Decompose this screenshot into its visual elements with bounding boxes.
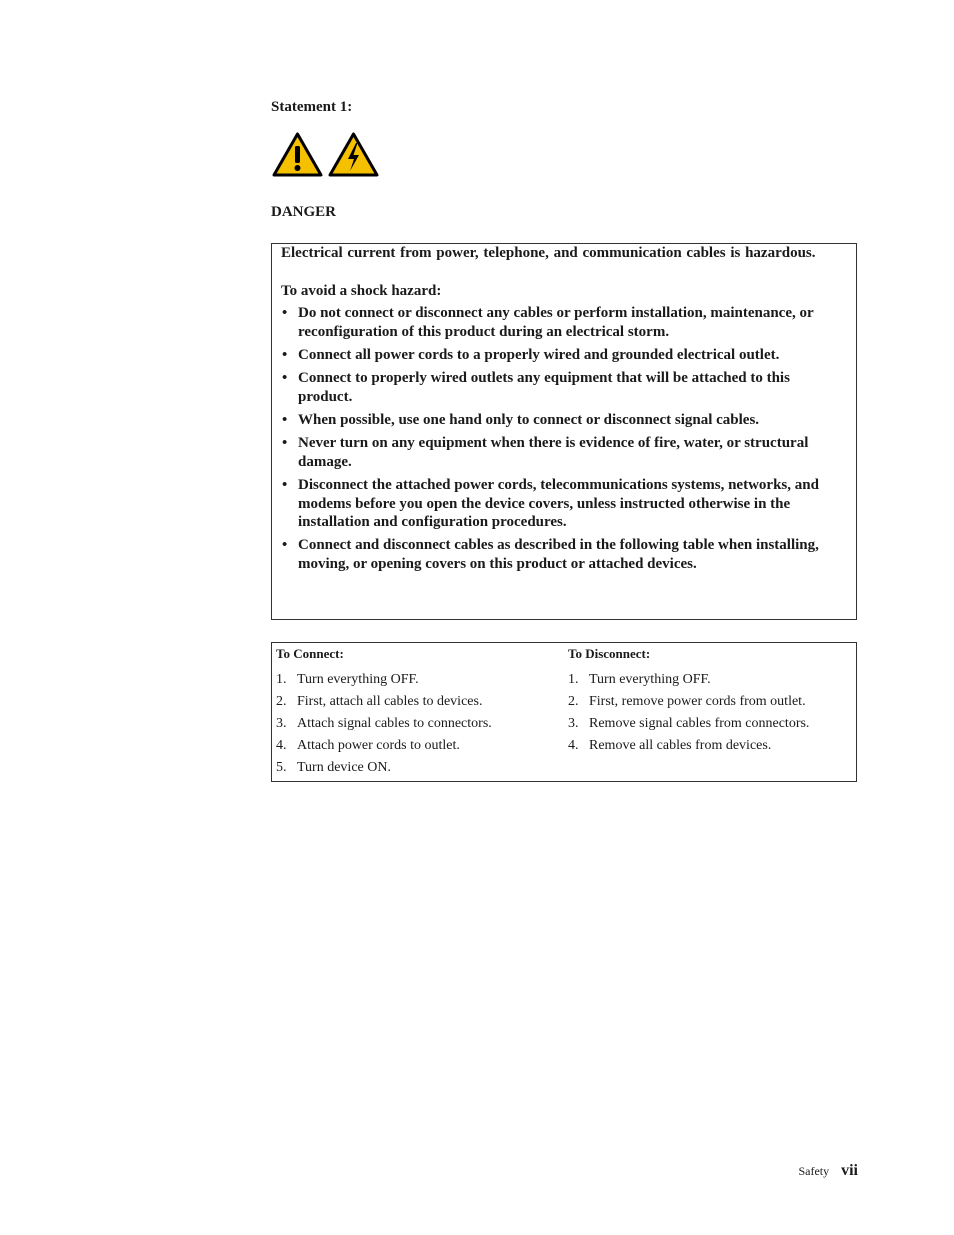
step-number: 3. xyxy=(276,716,287,731)
disconnect-steps xyxy=(568,672,856,760)
safety-bullet-item xyxy=(281,536,844,573)
safety-bullet-item xyxy=(281,369,844,406)
connect-steps xyxy=(276,672,564,782)
step-text: Remove all cables from devices. xyxy=(589,738,772,753)
page-number: vii xyxy=(841,1162,858,1179)
safety-bullet-text: Disconnect the attached power cords, telecommunications systems, networks, and modems before you open the device covers, unless instructed otherwise in the installation and configuration procedures. xyxy=(298,476,819,531)
step-text: Remove signal cables from connectors. xyxy=(589,716,810,731)
step-number: 2. xyxy=(276,694,287,709)
connect-step xyxy=(276,716,564,738)
disconnect-step xyxy=(568,716,856,738)
disconnect-step xyxy=(568,694,856,716)
connect-step xyxy=(276,760,564,782)
safety-bullet-text: Connect and disconnect cables as described in the following table when installing, moving, or opening covers on this product or attached devices. xyxy=(298,537,819,572)
connect-header: To Connect: xyxy=(276,646,344,661)
safety-bullet-list xyxy=(281,304,844,573)
safety-bullet-item xyxy=(281,476,844,532)
disconnect-column xyxy=(564,643,856,781)
bullet-glyph: • xyxy=(282,305,288,322)
safety-bullet-text: Do not connect or disconnect any cables or perform installation, maintenance, or reconfiguration of this product during an electrical storm. xyxy=(298,305,814,340)
hazard-icons xyxy=(272,132,379,177)
safety-bullet-item xyxy=(281,434,844,471)
disconnect-step xyxy=(568,738,856,760)
footer-section-name: Safety xyxy=(798,1164,830,1178)
step-number: 3. xyxy=(568,716,579,731)
safety-bullet-item xyxy=(281,411,844,430)
cable-procedure-table xyxy=(271,642,857,782)
bullet-glyph: • xyxy=(282,346,288,363)
safety-bullet-text: When possible, use one hand only to connect or disconnect signal cables. xyxy=(298,411,760,428)
step-number: 1. xyxy=(568,672,579,687)
safety-bullet-item xyxy=(281,346,844,365)
safety-bullet-text: Connect all power cords to a properly wired and grounded electrical outlet. xyxy=(298,346,780,363)
danger-notice-box xyxy=(271,243,857,620)
danger-intro-text: Electrical current from power, telephone, and communication cables is hazardous. xyxy=(281,245,816,261)
step-text: First, attach all cables to devices. xyxy=(297,694,483,709)
statement-title: Statement 1: xyxy=(271,99,353,115)
bullet-glyph: • xyxy=(282,537,288,554)
bullet-glyph: • xyxy=(282,476,288,493)
bullet-glyph: • xyxy=(282,435,288,452)
step-number: 2. xyxy=(568,694,579,709)
bullet-glyph: • xyxy=(282,411,288,428)
step-number: 4. xyxy=(276,738,287,753)
step-number: 5. xyxy=(276,760,287,775)
step-number: 4. xyxy=(568,738,579,753)
avoid-shock-heading: To avoid a shock hazard: xyxy=(281,282,442,299)
page-footer xyxy=(798,1162,858,1180)
bullet-glyph: • xyxy=(282,370,288,387)
safety-bullet-item xyxy=(281,304,844,341)
danger-heading: DANGER xyxy=(271,204,337,220)
step-text: Turn device ON. xyxy=(297,760,391,775)
safety-bullet-text: Connect to properly wired outlets any equipment that will be attached to this product. xyxy=(298,370,790,405)
connect-step xyxy=(276,694,564,716)
safety-bullet-text: Never turn on any equipment when there is evidence of fire, water, or structural damage. xyxy=(298,435,809,470)
step-text: First, remove power cords from outlet. xyxy=(589,694,806,709)
step-number: 1. xyxy=(276,672,287,687)
connect-step xyxy=(276,738,564,760)
caution-icon xyxy=(272,132,323,177)
step-text: Attach power cords to outlet. xyxy=(297,738,460,753)
step-text: Turn everything OFF. xyxy=(297,672,419,687)
step-text: Turn everything OFF. xyxy=(589,672,711,687)
disconnect-step xyxy=(568,672,856,694)
connect-step xyxy=(276,672,564,694)
step-text: Attach signal cables to connectors. xyxy=(297,716,492,731)
electrical-hazard-icon xyxy=(328,132,379,177)
disconnect-header: To Disconnect: xyxy=(568,646,651,661)
connect-column xyxy=(272,643,564,781)
